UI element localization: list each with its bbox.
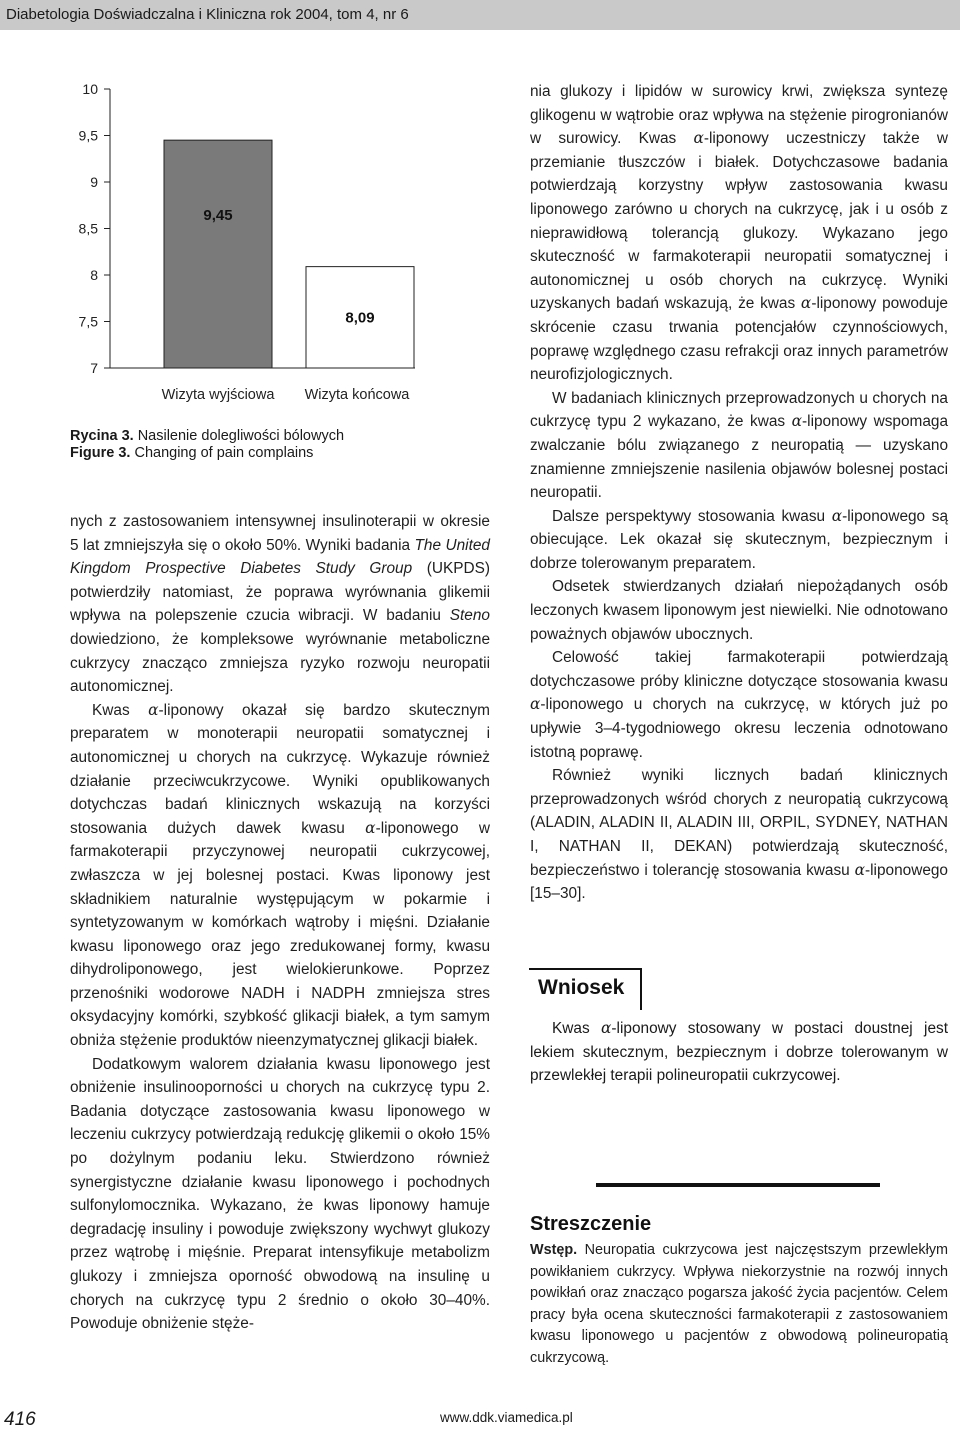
- data-label: 8,09: [345, 309, 375, 327]
- chart-bars: [164, 140, 414, 368]
- caption-label-pl: Rycina 3.: [70, 428, 134, 444]
- left-column-paragraph: nych z zastosowaniem intensywnej insulinoterapii w okresie 5 lat zmniejszyła się o około 50%. Wyniki badania The United Kingdom Prospective Diabetes Study Group (UKPDS) potwierdziły natomiast, że poprawa wyrównania glikemii wpływa na polepszenie czucia wibracji. W badaniu Steno dowiedziono, że kompleksowe wyrównanie metaboliczne cukrzycy znacząco zmniejsza ryzyko rozwoju neuropatii autonomicznej.: [70, 513, 490, 696]
- page-number: 416: [4, 1409, 36, 1430]
- section-heading-wniosek: Wniosek: [538, 976, 625, 999]
- category-label: Wizyta wyjściowa: [161, 387, 275, 403]
- y-tick-label: 9,5: [78, 127, 98, 144]
- right-column-paragraph: Również wyniki licznych badań klinicznych przeprowadzonych wśród chorych z neuropatią cukrzycową (ALADIN, ALADIN II, ALADIN III, ORPIL, SYDNEY, NATHAN I, NATHAN II, DEKAN) potwierdzają skuteczność, bezpieczeństwo i tolerancję stosowania kwasu α-liponowego [15–30].: [530, 767, 948, 903]
- streszczenie-body: [530, 1240, 948, 1370]
- left-column-paragraph: Kwas α-liponowy okazał się bardzo skutecznym preparatem w monoterapii neuropatii somatycznej i autonomicznej u chorych na cukrzycę. Wykazuje również działanie przeciwcukrzycowe. Wyniki opublikowanych dotychczas badań klinicznych wskazują na korzyści stosowania dużych dawek kwasu α-liponowego w farmakoterapii przyczynowej neuropatii cukrzycowej, zwłaszcza w jej bolesnej postaci. Kwas liponowy jest składnikiem naturalnie występującym w pokarmie i syntetyzowanym w komórkach wątroby i mięśni. Działanie kwasu liponowego oraz jego zredukowanej formy, kwasu dihydroliponowego, jest wielokierunkowe. Poprzez przenośniki wodorowe NADH i NADPH zmniejsza stres oksydacyjny komórki, szybkość glikacji białek, a tym samym obniża stężenie produktów nieenzymatycznej glikacji białek.: [70, 700, 490, 1050]
- right-column-paragraph: W badaniach klinicznych przeprowadzonych u chorych na cukrzycę typu 2 wykazano, że kwas α-liponowy wspomaga zwalczanie bólu związanego z neuropatią — uzyskano znamienne zmniejszenie nasilenia objawów bolesnej postaci neuropatii.: [530, 389, 949, 502]
- section-heading-streszczenie: Streszczenie: [530, 1213, 652, 1235]
- streszczenie-text: Neuropatia cukrzycowa jest najczęstszym przewlekłym powikłaniem cukrzycy. Wpływa niekorzystnie na rozwój innych powikłań oraz znacząco pogarsza jakość życia pacjentów. Celem pracy była ocena skuteczności farmakoterapii z zastosowaniem kwasu liponowego u pacjentów z obwodową polineuropatią cukrzycową.: [530, 1242, 948, 1366]
- y-tick-label: 7,5: [78, 313, 98, 330]
- right-column-paragraph: Dalsze perspektywy stosowania kwasu α-liponowego są obiecujące. Lek okazał się skutecznym, bezpiecznym i dobrze tolerowanym preparatem.: [530, 506, 949, 572]
- streszczenie-paragraph: [530, 1240, 948, 1370]
- right-column-paragraph: Celowość takiej farmakoterapii potwierdzają dotychczasowe próby kliniczne dotyczące stosowania kwasu α-liponowego u chorych na cukrzycę, w których już po upływie 3–4-tygodniowego okresu leczenia odnotowano istotną poprawę.: [530, 649, 948, 761]
- figure-caption: [70, 428, 344, 462]
- section-divider: [596, 1183, 880, 1187]
- journal-header-bar: [0, 0, 960, 30]
- y-tick-label: 8,5: [78, 220, 98, 237]
- y-tick-label: 10: [82, 81, 98, 97]
- caption-label-en: Figure 3.: [70, 445, 131, 461]
- right-column-paragraph: nia glukozy i lipidów w surowicy krwi, zwiększa syntezę glikogenu w wątrobie oraz wpływa na stężenie pirogronianów w surowicy. Kwas α-liponowy uczestniczy także w przemianie tłuszczów i białek. Dotychczasowe badania potwierdzają korzystny wpływ zastosowania kwasu liponowego zarówno u chorych na cukrzycę, jak i u osób z nieprawidłową tolerancją glukozy. Wykazano jego skuteczność w farmakoterapii neuropatii somatycznej i autonomicznej u osób chorych na cukrzycę. Wyniki uzyskanych badań wskazują, że kwas α-liponowy powoduje skrócenie czasu trwania potencjałów czynnościowych, poprawę względnego czasu refrakcji oraz innych parametrów neurofizjologicznych.: [530, 83, 948, 384]
- y-tick-label: 7: [90, 360, 98, 376]
- left-column: [70, 510, 490, 1336]
- bar: [164, 140, 272, 368]
- right-column-paragraph: Odsetek stwierdzanych działań niepożądanych osób leczonych kwasem liponowym jest niewielki. Nie odnotowano poważnych objawów ubocznych.: [530, 578, 948, 643]
- y-tick-label: 9: [90, 174, 98, 190]
- left-column-paragraph: Dodatkowym walorem działania kwasu liponowego jest obniżenie insulinooporności u chorych na cukrzycę typu 2. Badania dotyczące zastosowania kwasu liponowego w leczeniu cukrzycy potwierdzają redukcję glikemii o około 15% po dożylnym podaniu leku. Stwierdzono również synergistyczne działanie kwasu liponowego i pochodnych sulfonylomocznika. Wykazano, że kwas liponowy hamuje degradację insuliny i powoduje zwiększony wychwyt glukozy przez wątrobę i mięśnie. Preparat intensyfikuje metabolizm glukozy i zmniejsza oporność obwodową na insulinę u chorych na cukrzycę typu 2 średnio o około 30–40%. Powoduje obniżenie stęże-: [70, 1055, 490, 1333]
- wniosek-paragraph: Kwas α-liponowy stosowany w postaci doustnej jest lekiem skutecznym, bezpiecznym i dobrze tolerowanym w przewlekłej terapii polineuropatii cukrzycowej.: [530, 1019, 949, 1085]
- footer-url: www.ddk.viamedica.pl: [440, 1410, 573, 1425]
- category-label: Wizyta końcowa: [304, 387, 410, 403]
- y-tick-label: 8: [90, 267, 98, 283]
- journal-header-text: Diabetologia Doświadczalna i Kliniczna rok 2004, tom 4, nr 6: [6, 6, 409, 23]
- streszczenie-lead: Wstęp.: [530, 1242, 578, 1258]
- bar-chart: [60, 70, 430, 415]
- data-label: 9,45: [203, 207, 233, 225]
- caption-text-pl: Nasilenie dolegliwości bólowych: [137, 428, 345, 444]
- right-column: [530, 80, 948, 906]
- caption-text-en: Changing of pain complains: [134, 445, 314, 461]
- wniosek-body: [530, 1017, 948, 1088]
